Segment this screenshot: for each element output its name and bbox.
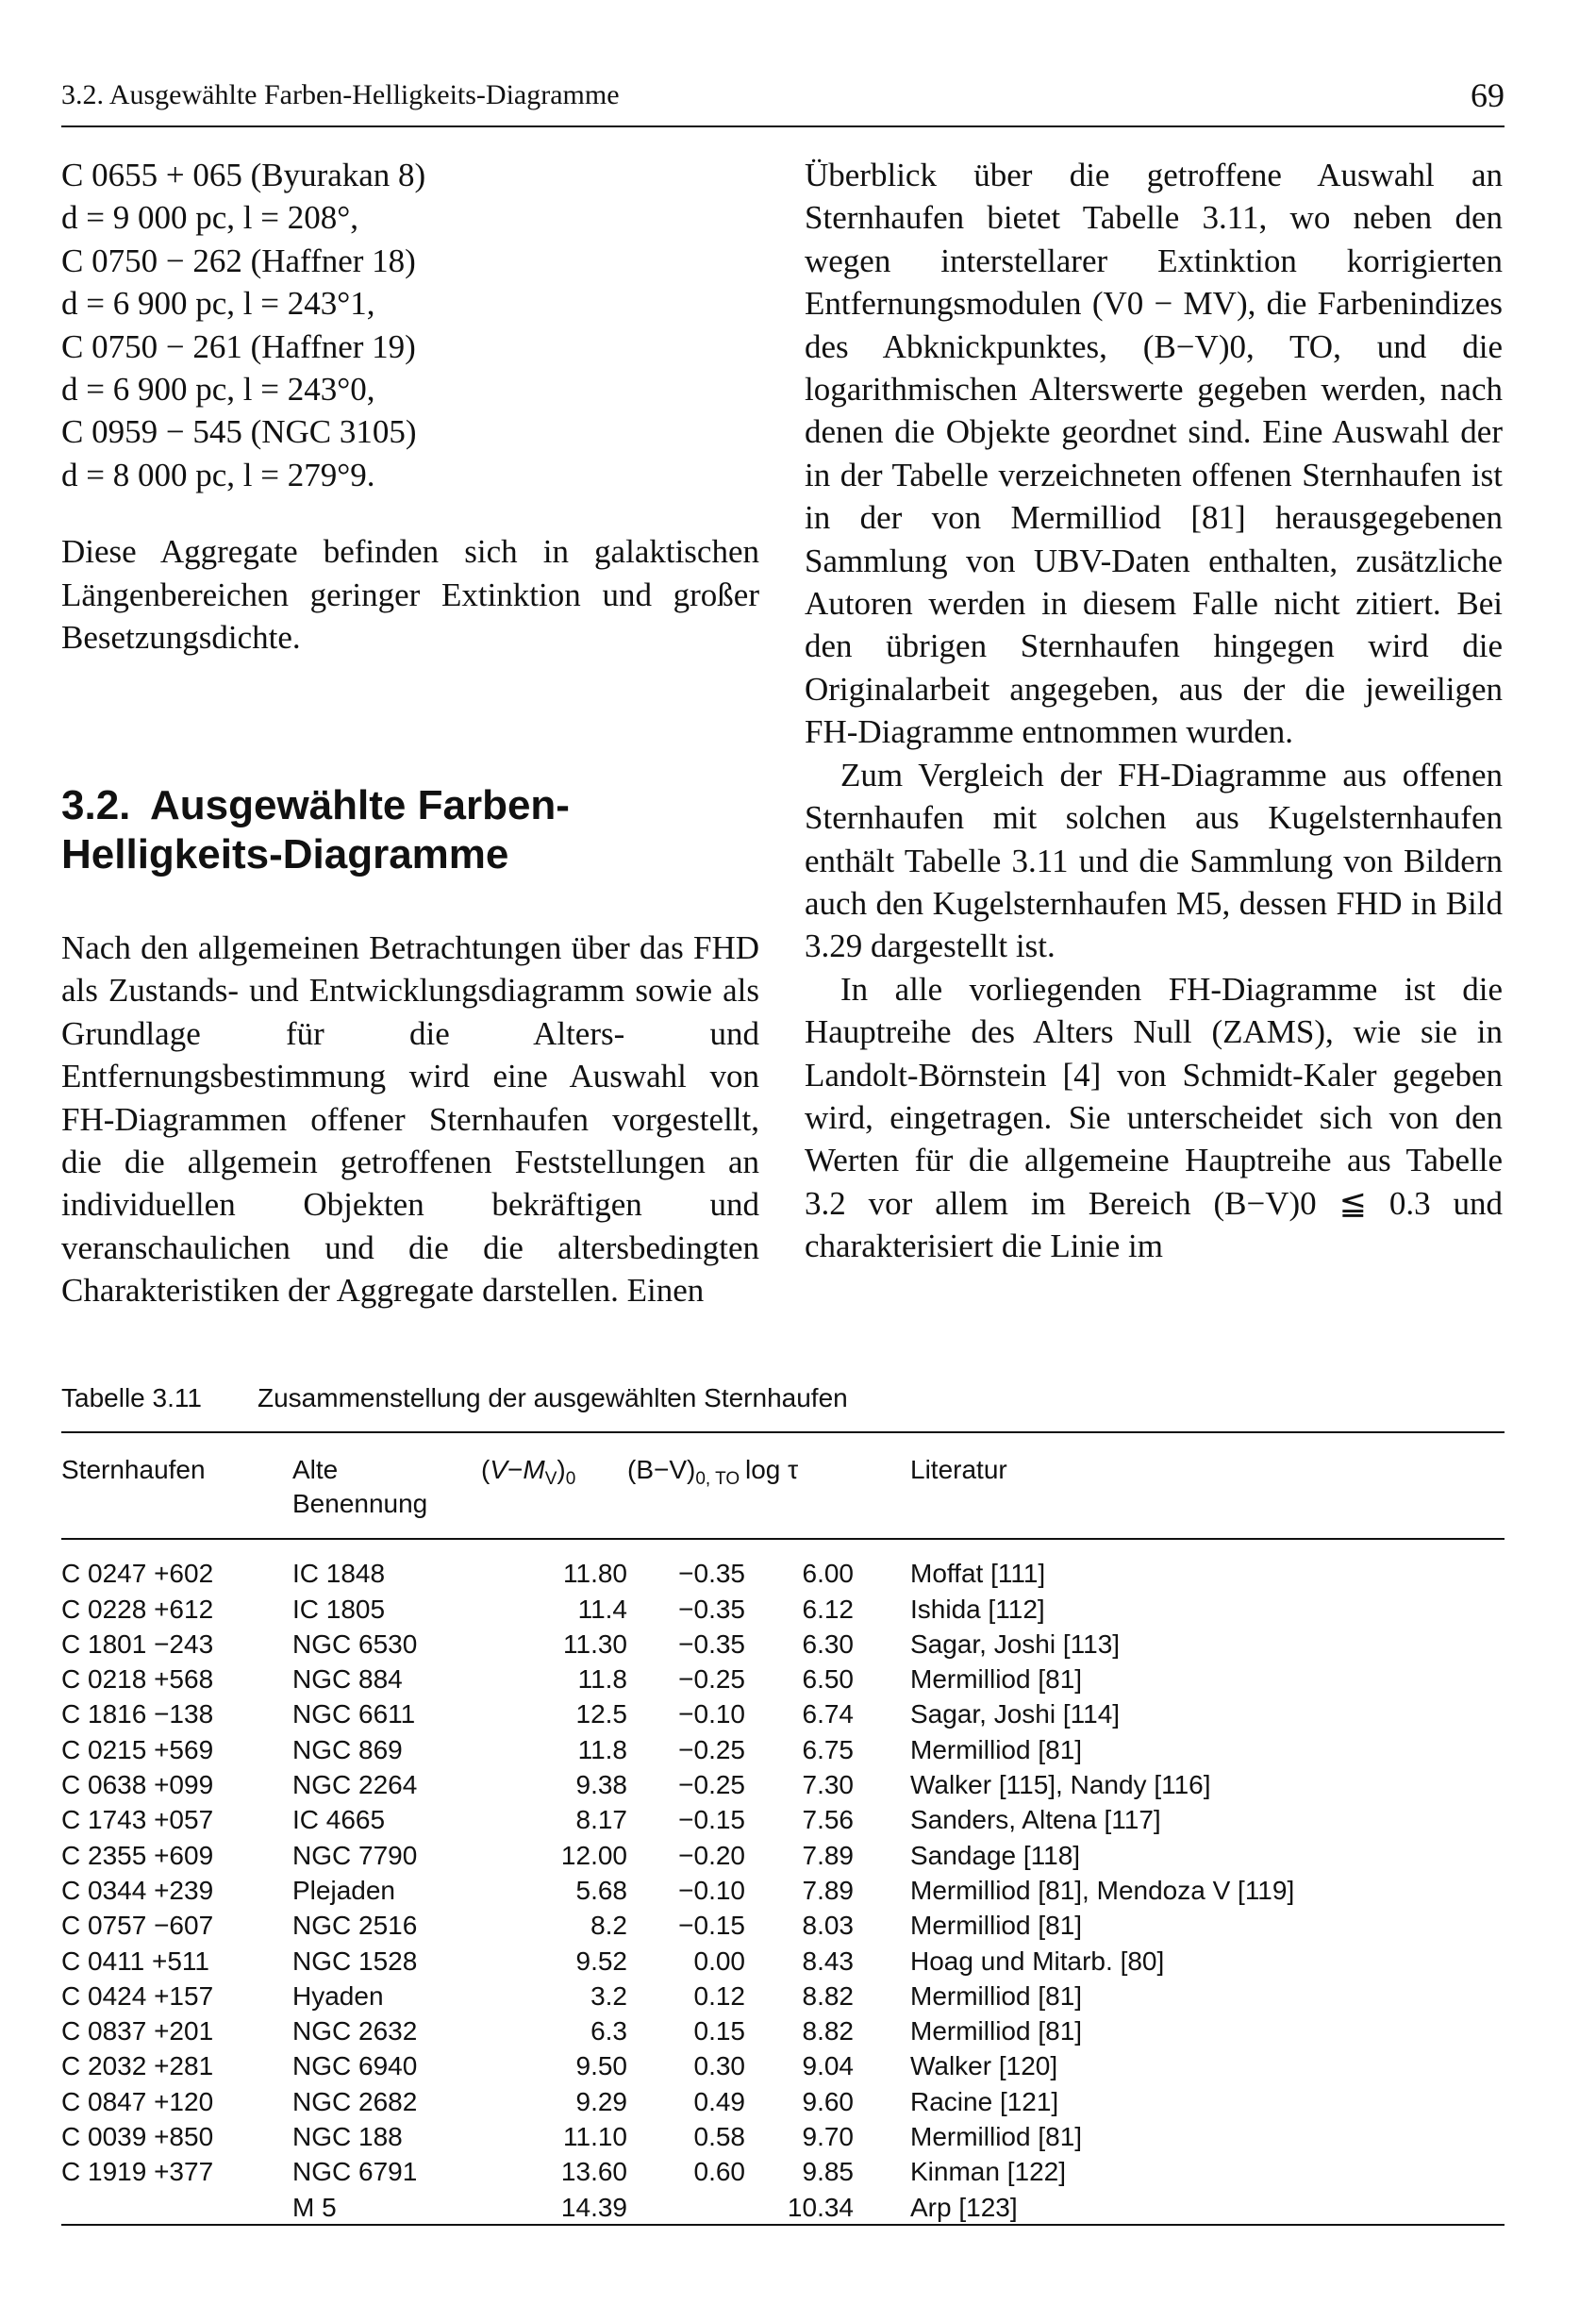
cell-log-age: 6.74 (802, 1699, 854, 1729)
table-row (61, 1979, 1505, 2013)
cell-color-index: 0.49 (693, 2086, 745, 2116)
cell-distance-modulus: 12.00 (560, 1840, 627, 1870)
cell-distance-modulus: 11.10 (563, 2122, 627, 2152)
cell-distance-modulus: 14.39 (560, 2192, 627, 2222)
cell-literature: Mermilliod [81] (910, 2122, 1083, 2152)
cell-log-age: 10.34 (787, 2192, 854, 2222)
paragraph-zams: In alle vorliegenden FH-Diagramme ist die Hauptreihe des Alters Null (ZAMS), wie sie in Landolt-Börnstein [4] von Schmidt-Kaler gegeben wird, eingetragen. Sie unterscheidet sich von den Werten für die allgemeine Hauptreihe aus Tabelle 3.2 vor allem im Bereich (B−V)0 ≦ 0.3 und charakterisiert die Linie im (805, 970, 1503, 1265)
cluster-list-line: d = 6 900 pc, l = 243°0, (61, 371, 375, 409)
cell-distance-modulus: 11.8 (577, 1734, 627, 1764)
table-row (61, 1838, 1505, 1873)
cell-color-index: −0.20 (678, 1840, 745, 1870)
left-column (61, 154, 759, 659)
cell-distance-modulus: 8.2 (590, 1911, 627, 1941)
cell-literature: Sanders, Altena [117] (910, 1805, 1161, 1835)
cell-color-index: −0.25 (678, 1664, 745, 1695)
cell-color-index (627, 2190, 745, 2225)
cell-cluster: C 2032 +281 (61, 2051, 214, 2081)
cell-literature: Moffat [111] (910, 1559, 1046, 1589)
table-row (61, 2190, 1505, 2225)
cell-old-name: IC 1805 (292, 1594, 386, 1624)
cell-cluster: C 0757 −607 (61, 1911, 214, 1941)
cluster-list-line: C 0959 − 545 (NGC 3105) (61, 413, 417, 451)
cell-old-name: NGC 2264 (292, 1770, 418, 1800)
cell-log-age: 8.43 (802, 1946, 854, 1976)
cell-color-index: 0.00 (693, 1946, 745, 1976)
cell-log-age: 6.50 (802, 1664, 854, 1695)
table-row (61, 1732, 1505, 1767)
running-header: 3.2. Ausgewählte Farben-Helligkeits-Diagramme (61, 79, 620, 110)
cell-color-index: −0.35 (678, 1594, 745, 1624)
cell-old-name: NGC 1528 (292, 1946, 418, 1976)
table-row (61, 1767, 1505, 1802)
cell-old-name: NGC 6791 (292, 2157, 418, 2187)
cluster-list-line: C 0655 + 065 (Byurakan 8) (61, 157, 426, 193)
cell-cluster: C 1801 −243 (61, 1629, 214, 1659)
cell-old-name: NGC 7790 (292, 1840, 418, 1870)
cell-old-name: Hyaden (292, 1980, 384, 2011)
cell-cluster: C 0039 +850 (61, 2122, 214, 2152)
cluster-list-line: d = 9 000 pc, l = 208°, (61, 199, 358, 237)
table-row (61, 1592, 1505, 1627)
cell-old-name: NGC 6611 (292, 1699, 416, 1729)
cell-color-index: −0.35 (678, 1559, 745, 1589)
table-row (61, 1627, 1505, 1662)
cell-distance-modulus: 11.8 (577, 1664, 627, 1695)
cluster-list-line: C 0750 − 262 (Haffner 18) (61, 242, 416, 279)
table-row (61, 2048, 1505, 2083)
cell-old-name: NGC 869 (292, 1734, 403, 1764)
heading-line-2: Helligkeits-Diagramme (61, 831, 509, 877)
cell-distance-modulus: 9.29 (575, 2086, 627, 2116)
table-row (61, 1662, 1505, 1696)
cell-color-index: −0.15 (678, 1805, 745, 1835)
cell-literature: Kinman [122] (910, 2157, 1066, 2187)
table-row (61, 2084, 1505, 2119)
cell-distance-modulus: 12.5 (575, 1699, 627, 1729)
table-header-row (61, 1453, 1505, 1521)
cell-log-age: 8.82 (802, 2016, 854, 2046)
right-column (805, 154, 1503, 1268)
cell-color-index: −0.25 (678, 1770, 745, 1800)
cell-literature: Mermilliod [81] (910, 1664, 1083, 1695)
cell-old-name: NGC 6530 (292, 1629, 418, 1659)
table-row (61, 1873, 1505, 1908)
cell-literature: Mermilliod [81] (910, 1734, 1083, 1764)
cell-old-name: NGC 2632 (292, 2016, 418, 2046)
heading-number: 3.2. (61, 782, 131, 828)
cell-log-age: 6.00 (802, 1559, 854, 1589)
cell-cluster: C 0215 +569 (61, 1734, 214, 1764)
table-row (61, 1696, 1505, 1731)
cell-color-index: −0.10 (678, 1875, 745, 1905)
cell-cluster: C 0411 +511 (61, 1946, 209, 1976)
cell-distance-modulus: 5.68 (575, 1875, 627, 1905)
cell-color-index: −0.15 (678, 1911, 745, 1941)
cell-cluster: C 0424 +157 (61, 1980, 214, 2011)
section-heading (61, 781, 759, 879)
cell-color-index: −0.10 (678, 1699, 745, 1729)
left-column-lower (61, 927, 759, 1312)
cell-log-age: 8.82 (802, 1980, 854, 2011)
cell-old-name: NGC 2682 (292, 2086, 418, 2116)
cell-log-age: 6.75 (802, 1734, 854, 1764)
cell-cluster: C 0228 +612 (61, 1594, 214, 1624)
table-caption (61, 1383, 848, 1413)
header-old-name: Alte Benennung (292, 1455, 428, 1518)
cell-literature: Sagar, Joshi [114] (910, 1699, 1121, 1729)
cell-old-name: IC 4665 (292, 1805, 386, 1835)
cell-distance-modulus: 6.3 (590, 2016, 627, 2046)
cell-color-index: 0.12 (693, 1980, 745, 2011)
cell-cluster: C 1816 −138 (61, 1699, 214, 1729)
cell-cluster: C 0344 +239 (61, 1875, 214, 1905)
table-row (61, 2013, 1505, 2048)
cell-color-index: 0.30 (693, 2051, 745, 2081)
cell-distance-modulus: 13.60 (560, 2157, 627, 2187)
cell-log-age: 7.89 (802, 1875, 854, 1905)
cell-literature: Mermilliod [81] (910, 1911, 1083, 1941)
cell-distance-modulus: 9.52 (575, 1946, 627, 1976)
cell-literature: Mermilliod [81] (910, 2016, 1083, 2046)
table-row (61, 2119, 1505, 2154)
cell-log-age: 8.03 (802, 1911, 854, 1941)
cell-literature: Arp [123] (910, 2192, 1018, 2222)
cell-log-age: 9.60 (802, 2086, 854, 2116)
table-label: Tabelle 3.11 (61, 1383, 202, 1412)
cell-color-index: 0.15 (693, 2016, 745, 2046)
cell-old-name: NGC 6940 (292, 2051, 418, 2081)
table-title: Zusammenstellung der ausgewählten Sternhaufen (258, 1383, 848, 1412)
cell-literature: Sagar, Joshi [113] (910, 1629, 1121, 1659)
cell-cluster: C 0837 +201 (61, 2016, 214, 2046)
cell-distance-modulus: 9.50 (575, 2051, 627, 2081)
cluster-list (61, 154, 759, 496)
cell-old-name: NGC 188 (292, 2122, 403, 2152)
cell-literature: Hoag und Mitarb. [80] (910, 1946, 1165, 1976)
cell-literature: Mermilliod [81] (910, 1980, 1083, 2011)
cell-log-age: 9.04 (802, 2051, 854, 2081)
cell-distance-modulus: 3.2 (590, 1980, 627, 2011)
table-top-rule (61, 1431, 1505, 1433)
cell-literature: Walker [115], Nandy [116] (910, 1770, 1211, 1800)
cell-color-index: −0.25 (678, 1734, 745, 1764)
header-cluster: Sternhaufen (61, 1455, 206, 1484)
table-row (61, 1908, 1505, 1943)
cell-cluster: C 0847 +120 (61, 2086, 214, 2116)
cell-cluster: C 0247 +602 (61, 1559, 214, 1589)
header-log-age: log τ (745, 1455, 799, 1484)
cell-log-age: 7.30 (802, 1770, 854, 1800)
cell-literature: Ishida [112] (910, 1594, 1045, 1624)
cell-log-age: 6.30 (802, 1629, 854, 1659)
cell-color-index: 0.60 (693, 2157, 745, 2187)
cell-literature: Sandage [118] (910, 1840, 1081, 1870)
cell-log-age: 9.85 (802, 2157, 854, 2187)
cell-distance-modulus: 8.17 (575, 1805, 627, 1835)
cell-distance-modulus: 11.80 (563, 1559, 627, 1589)
cell-log-age: 9.70 (802, 2122, 854, 2152)
table-row (61, 1556, 1505, 1591)
header-color-index: $(B-V)_{0, TO}$ (627, 1455, 740, 1489)
table-body (61, 1521, 1505, 2225)
cell-cluster: C 1919 +377 (61, 2157, 214, 2187)
cell-cluster: C 2355 +609 (61, 1840, 214, 1870)
cell-distance-modulus: 9.38 (575, 1770, 627, 1800)
header-distance-modulus: $(V-M_V)_0$ (481, 1455, 576, 1489)
cell-literature: Walker [120] (910, 2051, 1058, 2081)
cell-literature: Racine [121] (910, 2086, 1059, 2116)
table-row (61, 1802, 1505, 1837)
cluster-list-line: d = 8 000 pc, l = 279°9. (61, 456, 375, 493)
paragraph-overview: Überblick über die getroffene Auswahl an Sternhaufen bietet Tabelle 3.11, wo neben den wegen interstellarer Extinktion korrigierten Entfernungsmodulen (V0 − MV), die Farbenindizes des Abknickpunktes, (B−V)0, TO, und die logarithmischen Alterswerte gegeben werden, nach denen die Objekte geordnet sind. Eine Auswahl der in der Tabelle verzeichneten offenen Sternhaufen ist in der von Mermilliod [81] herausgegebenen Sammlung von UBV-Daten enthalten, zusätzliche Autoren werden in diesem Falle nicht zitiert. Bei den übrigen Sternhaufen hingegen wird die Originalarbeit angegeben, aus der die jeweiligen FH-Diagramme entnommen wurden. (805, 157, 1503, 751)
table-row (61, 1944, 1505, 1979)
paragraph-aggregate: Diese Aggregate befinden sich in galaktischen Längenbereichen geringer Extinktion und großer Besetzungsdichte. (61, 533, 759, 657)
cell-log-age: 7.89 (802, 1840, 854, 1870)
cell-color-index: 0.58 (693, 2122, 745, 2152)
cell-log-age: 7.56 (802, 1805, 854, 1835)
cell-color-index: −0.35 (678, 1629, 745, 1659)
cell-cluster: C 0638 +099 (61, 1770, 214, 1800)
cell-old-name: NGC 2516 (292, 1911, 418, 1941)
cell-distance-modulus: 11.30 (563, 1629, 627, 1659)
cell-old-name: NGC 884 (292, 1664, 403, 1695)
cell-distance-modulus: 11.4 (577, 1594, 627, 1624)
page-number: 69 (1471, 76, 1505, 114)
cell-log-age: 6.12 (802, 1594, 854, 1624)
header-literature: Literatur (910, 1455, 1007, 1484)
cell-literature: Mermilliod [81], Mendoza V [119] (910, 1875, 1295, 1905)
paragraph-intro: Nach den allgemeinen Betrachtungen über das FHD als Zustands- und Entwicklungsdiagramm sowie als Grundlage für die Alters- und Entfernungsbestimmung wird eine Auswahl von FH-Diagrammen offener Sternhaufen vorgestellt, die die allgemein getroffenen Feststellungen an individuellen Objekten bekräftigen und veranschaulichen und die die altersbedingten Charakteristiken der Aggregate darstellen. Einen (61, 929, 759, 1310)
paragraph-comparison: Zum Vergleich der FH-Diagramme aus offenen Sternhaufen mit solchen aus Kugelsternhaufen enthält Tabelle 3.11 und die Sammlung von Bildern auch den Kugelsternhaufen M5, dessen FHD in Bild 3.29 dargestellt ist. (805, 756, 1503, 965)
cluster-table (61, 1453, 1505, 2225)
cell-cluster: C 0218 +568 (61, 1664, 214, 1695)
cell-cluster: C 1743 +057 (61, 1805, 214, 1835)
table-row (61, 2154, 1505, 2189)
cell-old-name: IC 1848 (292, 1559, 386, 1589)
heading-line-1: Ausgewählte Farben- (150, 782, 570, 828)
cell-old-name: M 5 (292, 2192, 337, 2222)
cluster-list-line: C 0750 − 261 (Haffner 19) (61, 327, 416, 365)
header-rule (61, 125, 1505, 127)
cell-cluster (61, 2190, 292, 2225)
cell-old-name: Plejaden (292, 1875, 395, 1905)
cluster-list-line: d = 6 900 pc, l = 243°1, (61, 285, 375, 323)
